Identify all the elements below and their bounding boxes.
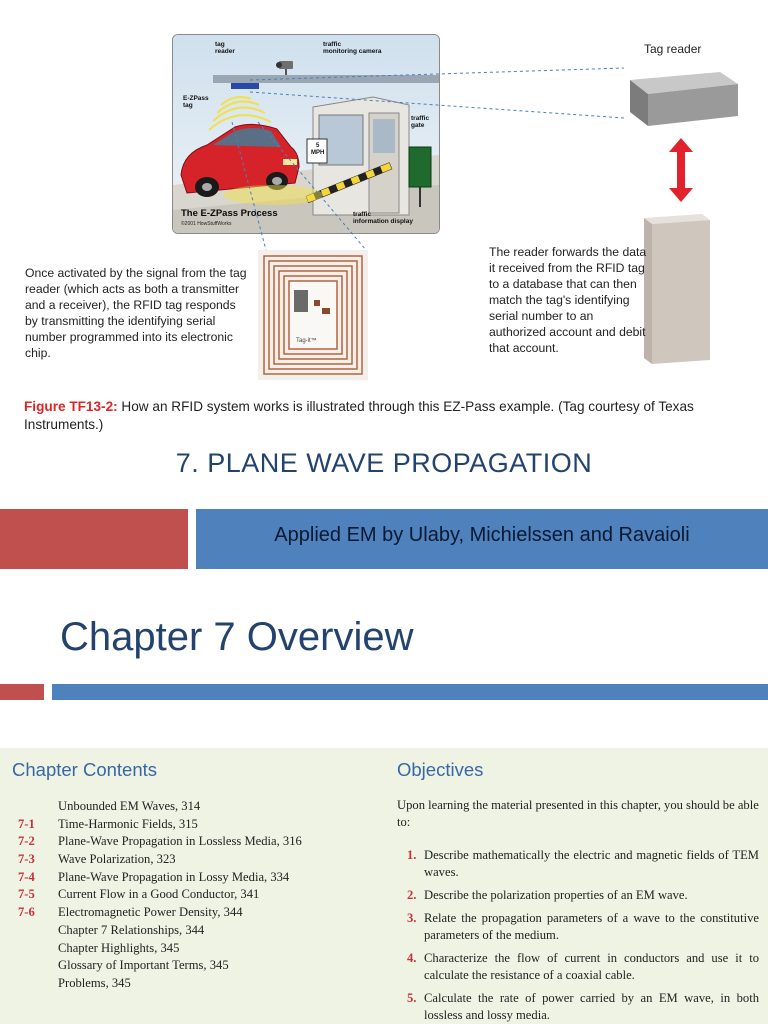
ezpass-tag-callout: E-ZPass tag [183,95,209,109]
list-item: 1. Describe mathematically the electric and magnetic fields of TEM waves. [407,848,759,879]
slide-title: 7. PLANE WAVE PROPAGATION [175,448,593,478]
list-item: 2. Describe the polarization properties of an EM wave. [407,888,688,902]
left-description: Once activated by the signal from the tag reader (which acts as both a transmitter and a receiver), the RFID tag responds by transmitting the identifying serial number programmed into its electronic chip. [25,266,247,360]
overview-bar-blue [52,684,768,700]
title-bar-red [0,509,188,569]
rfid-tag-photo [258,250,368,380]
double-arrow-icon [666,138,696,202]
list-item: 4. Characterize the flow of current in conductors and use it to calculate the resistance of a coaxial cable. [407,951,759,982]
display-callout: traffic information display [353,211,413,225]
figure-caption [24,398,754,434]
tag-reader-box [620,66,740,132]
tag-chip-label: Tag-it™ [296,338,317,344]
speed-sign-text: 5 MPH [311,143,325,156]
chapter-overview-title: Chapter 7 Overview [60,615,414,659]
gate-callout: traffic gate [411,115,430,129]
list-item: 3. Relate the propagation parameters of a wave to the constitutive parameters of the medium. [407,911,759,942]
right-description: The reader forwards the data it received from the RFID tag to a database that can then match the tag's identifying serial number to an authorized account and debit that account. [489,245,647,355]
slide-subtitle: Applied EM by Ulaby, Michielssen and Ravaioli [274,524,690,546]
database-box [640,210,714,366]
ezpass-copyright: ©2001 HowStuffWorks [181,221,232,227]
caption-number: Figure TF13-2: [24,399,118,414]
camera-callout: traffic monitoring camera [323,41,382,55]
tag-reader-label: Tag reader [644,42,702,56]
caption-text: How an RFID system works is illustrated through this EZ-Pass example. (Tag courtesy of Texas Instruments.) [24,399,694,432]
ezpass-process-title: The E-ZPass Process [181,208,278,219]
objectives-list [397,847,759,1030]
tag-reader-callout: tag reader [215,41,235,55]
contents-heading: Chapter Contents [12,759,158,780]
objectives-heading: Objectives [397,759,484,780]
list-item: 5. Calculate the rate of power carried by an EM wave, in both lossless and lossy media. [407,991,759,1022]
overview-bar-red [0,684,44,700]
objectives-intro: Upon learning the material presented in this chapter, you should be able to: [397,798,759,829]
